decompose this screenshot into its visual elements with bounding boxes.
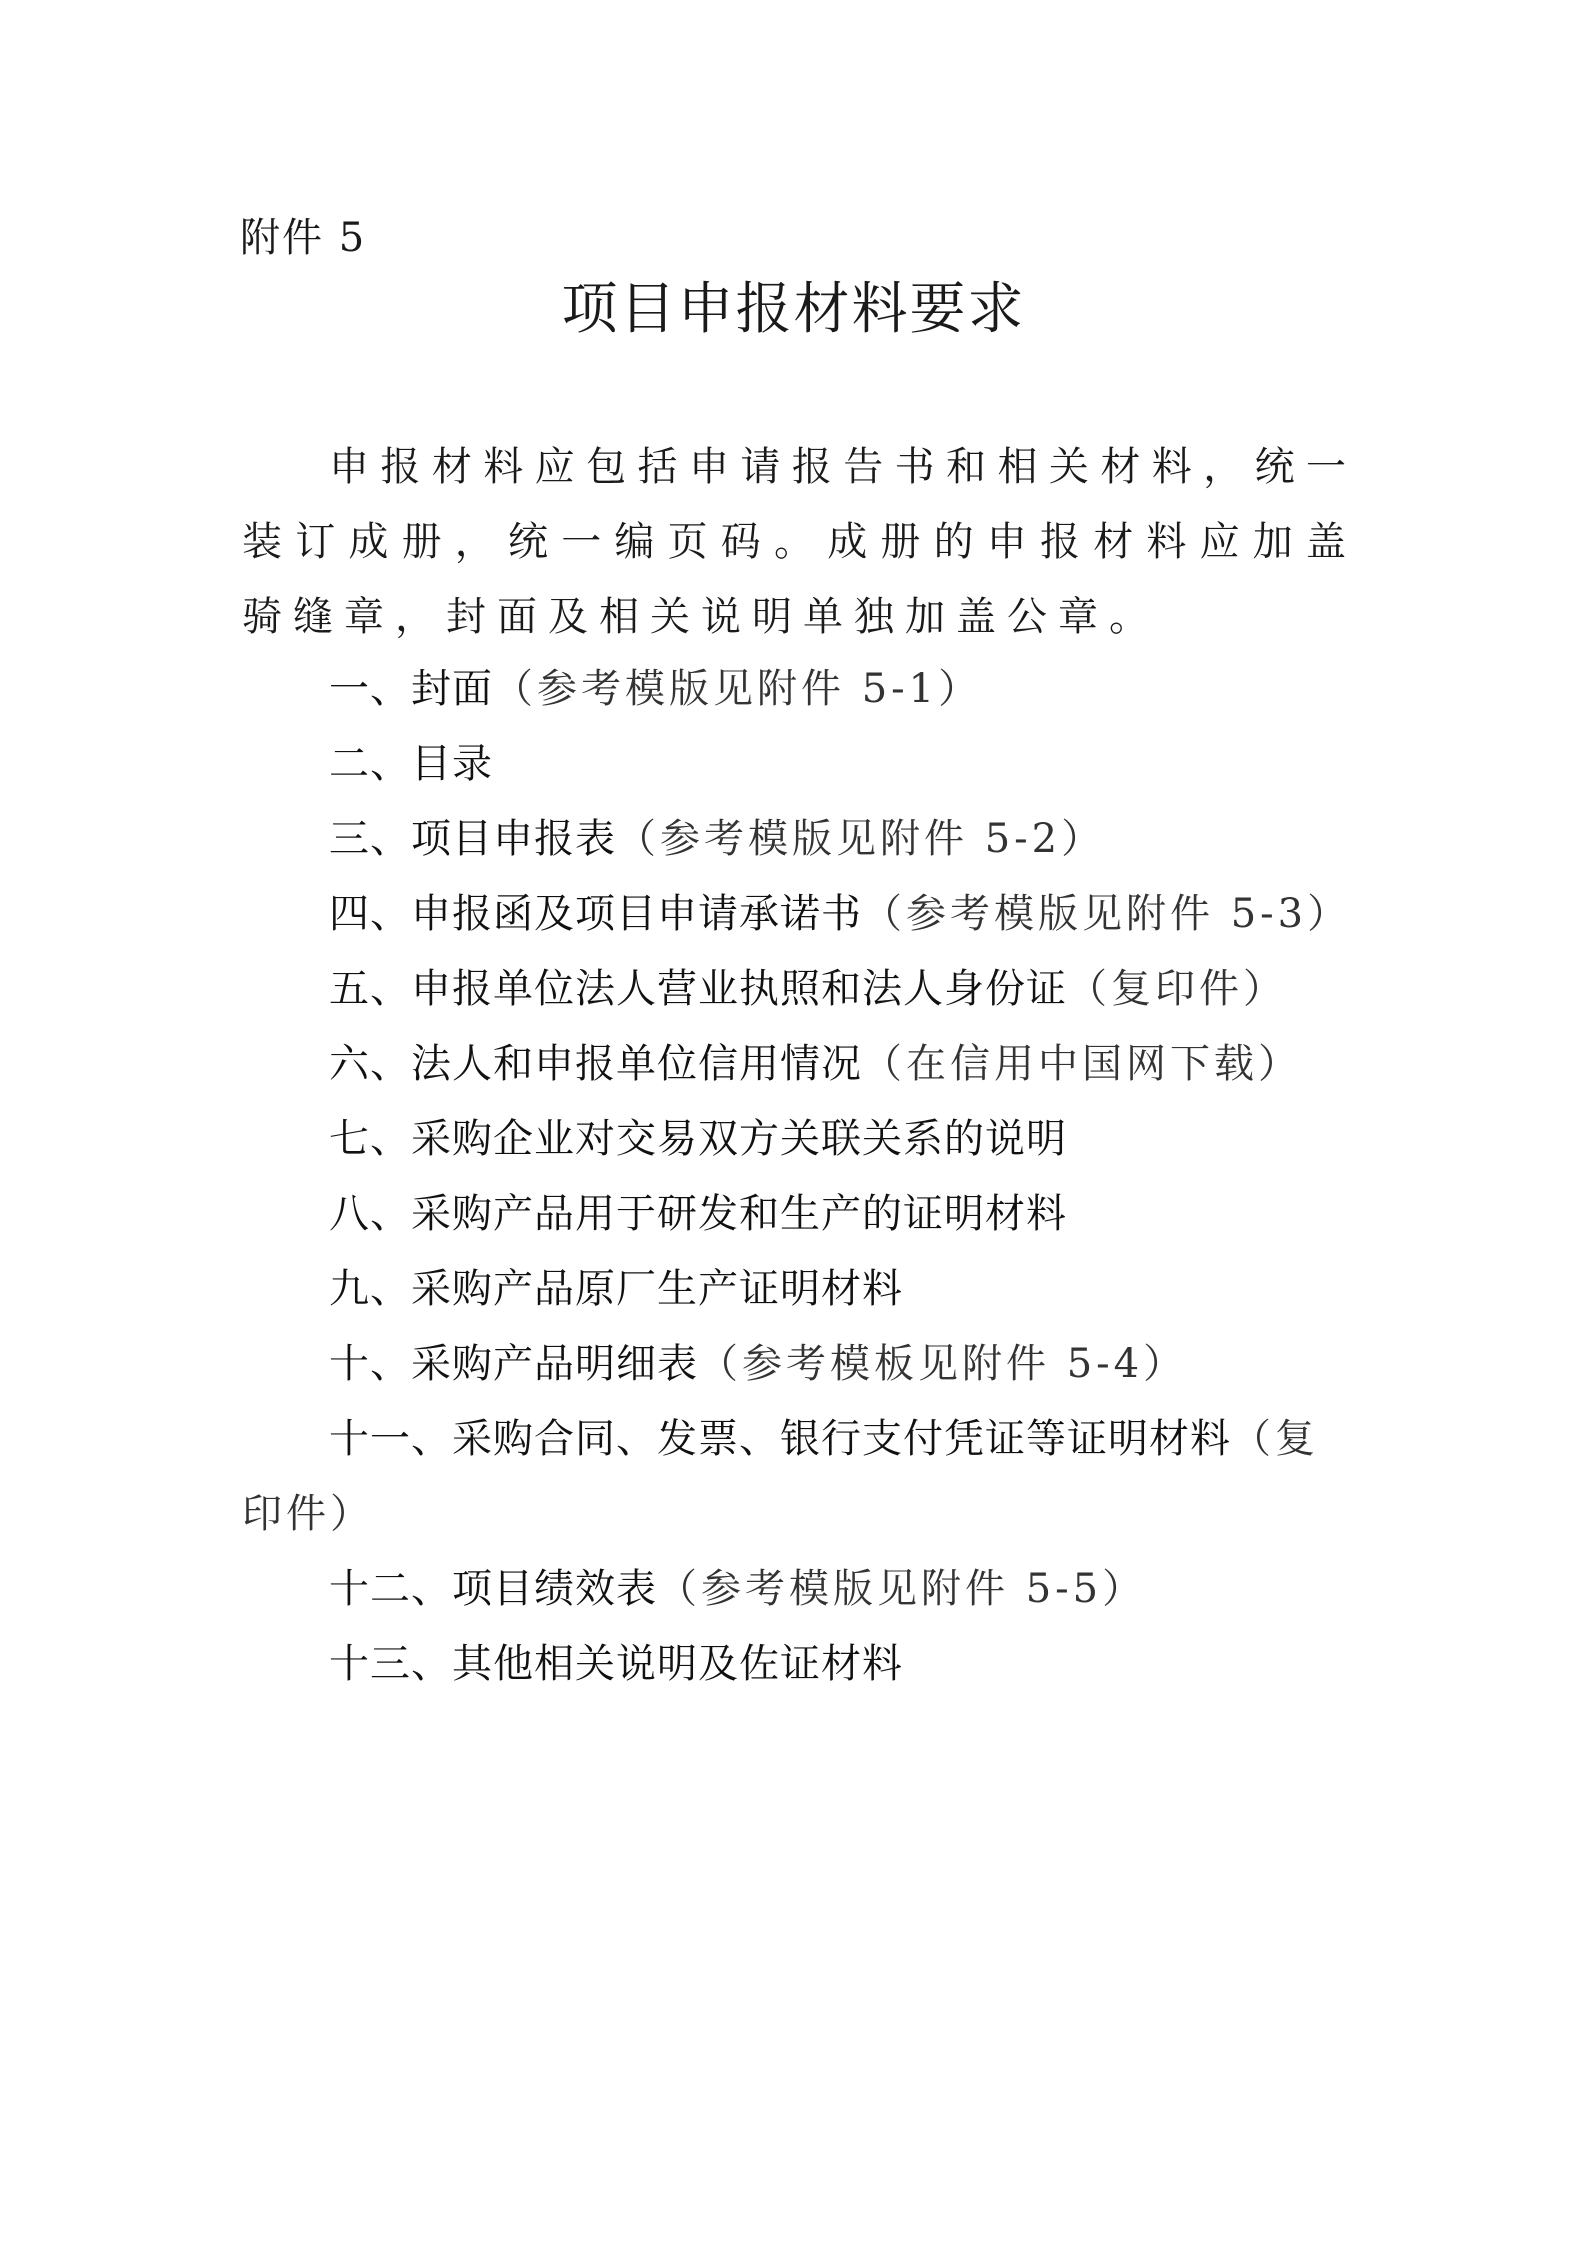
item-title: 十三、其他相关说明及佐证材料 <box>329 1641 903 1687</box>
list-item <box>242 877 1357 952</box>
item-note: （复印件） <box>1067 966 1287 1012</box>
attachment-label: 附件 5 <box>240 215 367 261</box>
list-item <box>242 802 1357 877</box>
item-note: （参考模版见附件 5-3） <box>862 891 1352 937</box>
list-item <box>242 1327 1357 1402</box>
item-title: 一、封面 <box>329 666 493 712</box>
intro-paragraph: 申报材料应包括申请报告书和相关材料，统一装订成册，统一编页码。成册的申报材料应加盖骑缝章，封面及相关说明单独加盖公章。 <box>242 444 1357 640</box>
list-item <box>242 727 1357 802</box>
item-note: （参考模板见附件 5-4） <box>698 1341 1188 1387</box>
list-item <box>242 1627 1357 1702</box>
list-item <box>242 1552 1357 1627</box>
item-title: 八、采购产品用于研发和生产的证明材料 <box>329 1191 1067 1237</box>
requirements-list <box>242 652 1357 1702</box>
item-title: 二、目录 <box>329 741 493 787</box>
list-item <box>242 1177 1357 1252</box>
list-item <box>242 1252 1357 1327</box>
list-item <box>242 652 1357 727</box>
list-item <box>242 952 1357 1027</box>
item-title: 九、采购产品原厂生产证明材料 <box>329 1266 903 1312</box>
item-note: （在信用中国网下载） <box>862 1041 1302 1087</box>
list-item <box>242 1402 1357 1552</box>
item-title: 十一、采购合同、发票、银行支付凭证等证明材料 <box>329 1416 1231 1462</box>
item-note: （参考模版见附件 5-2） <box>616 816 1106 862</box>
item-title: 三、项目申报表 <box>329 816 616 862</box>
item-title: 十、采购产品明细表 <box>329 1341 698 1387</box>
item-note: （复印件） <box>242 1416 1319 1537</box>
item-title: 五、申报单位法人营业执照和法人身份证 <box>329 966 1067 1012</box>
list-item <box>242 1102 1357 1177</box>
item-title: 六、法人和申报单位信用情况 <box>329 1041 862 1087</box>
item-title: 四、申报函及项目申请承诺书 <box>329 891 862 937</box>
item-title: 七、采购企业对交易双方关联关系的说明 <box>329 1116 1067 1162</box>
item-note: （参考模版见附件 5-1） <box>493 666 983 712</box>
list-item <box>242 1027 1357 1102</box>
item-note: （参考模版见附件 5-5） <box>657 1566 1147 1612</box>
item-title: 十二、项目绩效表 <box>329 1566 657 1612</box>
document-title: 项目申报材料要求 <box>561 277 1026 342</box>
